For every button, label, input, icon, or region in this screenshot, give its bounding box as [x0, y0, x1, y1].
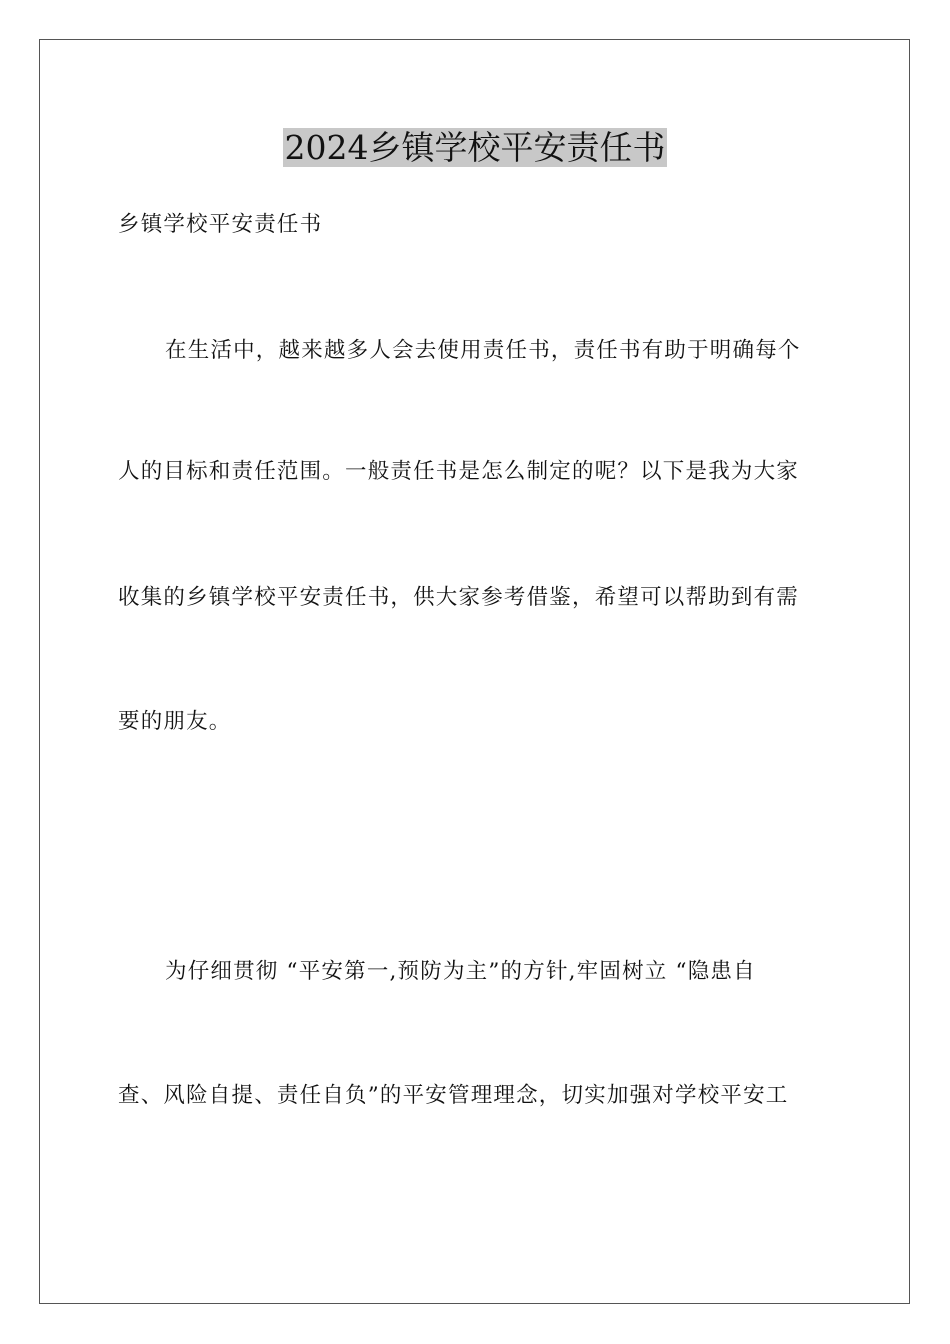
document-subtitle: 乡镇学校平安责任书: [118, 212, 323, 237]
document-title-text: 2024乡镇学校平安责任书: [284, 128, 666, 167]
document-title: [0, 126, 950, 170]
paragraph-line-2: 人的目标和责任范围。一般责任书是怎么制定的呢？以下是我为大家: [118, 459, 800, 484]
paragraph-line-5: 为仔细贯彻 “平安第一,预防为主”的方针,牢固树立 “隐患自: [165, 959, 756, 984]
paragraph-line-1: 在生活中，越来越多人会去使用责任书，责任书有助于明确每个: [165, 338, 801, 363]
paragraph-line-4: 要的朋友。: [118, 709, 232, 734]
paragraph-line-6: 查、风险自提、责任自负”的平安管理理念，切实加强对学校平安工: [118, 1083, 789, 1108]
paragraph-line-3: 收集的乡镇学校平安责任书，供大家参考借鉴，希望可以帮助到有需: [118, 585, 800, 610]
